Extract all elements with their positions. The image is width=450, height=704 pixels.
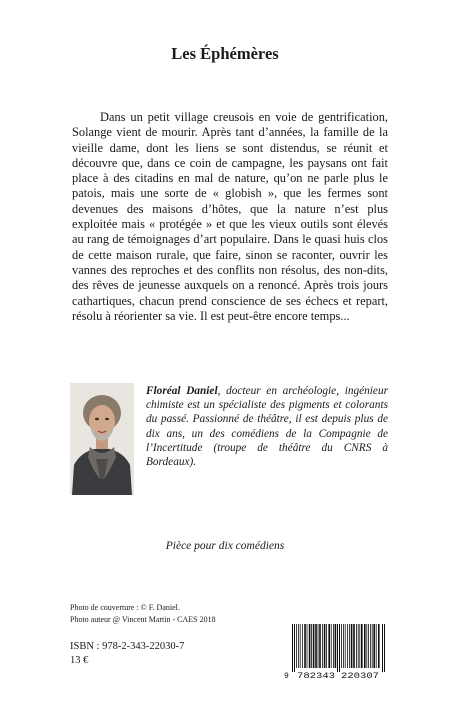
price: 13 €	[70, 655, 89, 666]
barcode-bars	[292, 624, 385, 672]
barcode-bar	[300, 624, 301, 668]
barcode-bar	[326, 624, 327, 668]
barcode-bar	[378, 624, 380, 668]
barcode-bar	[382, 624, 383, 672]
cover-photo-credit: Photo de couverture : © F. Daniel.	[70, 603, 180, 612]
barcode-digit-lead: 9	[284, 672, 289, 680]
barcode-bar	[353, 624, 355, 668]
barcode-bar	[384, 624, 385, 672]
author-bio	[146, 384, 388, 469]
author-photo-credit: Photo auteur @ Vincent Martin - CAES 2018	[70, 614, 216, 624]
barcode-bar	[359, 624, 360, 668]
barcode-bar	[318, 624, 319, 668]
book-title: Les Éphémères	[171, 44, 279, 63]
photo-credits	[70, 602, 216, 625]
barcode-bar	[341, 624, 342, 668]
barcode-bar	[309, 624, 311, 668]
barcode-bar	[311, 624, 312, 668]
barcode-bar	[370, 624, 371, 668]
barcode-bar	[333, 624, 334, 668]
isbn-barcode	[283, 622, 391, 680]
barcode-bar	[292, 624, 293, 672]
barcode-bar	[373, 624, 375, 668]
barcode-bar	[372, 624, 373, 668]
barcode-bar	[356, 624, 357, 668]
barcode-bar	[324, 624, 326, 668]
barcode-bar	[337, 624, 338, 672]
barcode-bar	[347, 624, 348, 668]
barcode-bar	[328, 624, 330, 668]
barcode-bar	[294, 624, 295, 672]
isbn-number: ISBN : 978-2-343-22030-7	[70, 641, 185, 652]
barcode-bar	[304, 624, 306, 668]
barcode-bar	[339, 624, 340, 672]
author-portrait-image	[70, 383, 134, 495]
barcode-bar	[319, 624, 321, 668]
genre-line: Pièce pour dix comédiens	[165, 540, 285, 552]
barcode-bar	[296, 624, 297, 668]
back-cover-blurb: Dans un petit village creusois en voie de gentrification, Solange vient de mourir. Après tant d’années, la famille de la vieille dame, dont les liens se sont distendus, se réunit et découvre que, dans ce coin de campagne, les paysans ont fait place à des citadins en mal de nature, qu’on ne parle plus le patois, mais une sorte de « globish », que les fermes sont devenues des maisons d’hôtes, que la nature n’est plus exploitée mais « protégée » et que les vieux outils sont élevés au rang de témoignages d’art populaire. Dans le quasi huis clos de cette maison rurale, que faire, sinon se raconter, ouvrir les vannes des reproches et des conflits non résolus, des non-dits, des rêves de jeunesse auxquels on a renoncé. Après trois jours cathartiques, chacun prend conscience de ses échecs et repart, résolu à réorienter sa vie. Il est peut-être encore temps...	[72, 110, 388, 323]
barcode-bar	[331, 624, 332, 668]
barcode-bar	[361, 624, 363, 668]
barcode-digits-left: 782343	[297, 672, 336, 680]
author-bio-text: , docteur en archéologie, ingénieur chimiste est un spécialiste des pigments et colorants du passé. Passionné de théâtre, il est depuis plus de dix ans, un des comédiens de la Compagnie de l’Incertitude (troupe de théâtre du CNRS à Bordeaux).	[146, 385, 388, 469]
barcode-digits-right: 220307	[341, 672, 380, 680]
barcode-bar	[313, 624, 315, 668]
barcode-bar	[298, 624, 299, 668]
barcode-bar	[322, 624, 323, 668]
barcode-bar	[307, 624, 308, 668]
barcode-bar	[366, 624, 367, 668]
author-name: Floréal Daniel	[146, 385, 218, 397]
barcode-bar	[315, 624, 317, 668]
barcode-bar	[335, 624, 337, 668]
barcode-bar	[302, 624, 303, 668]
barcode-bar	[345, 624, 346, 668]
barcode-bar	[376, 624, 377, 668]
barcode-bar	[349, 624, 350, 668]
barcode-bar	[351, 624, 353, 668]
isbn-block	[70, 640, 184, 668]
author-photo	[70, 383, 134, 495]
barcode-bar	[368, 624, 369, 668]
barcode-bar	[364, 624, 366, 668]
barcode-bar	[358, 624, 359, 668]
barcode-bar	[343, 624, 344, 668]
